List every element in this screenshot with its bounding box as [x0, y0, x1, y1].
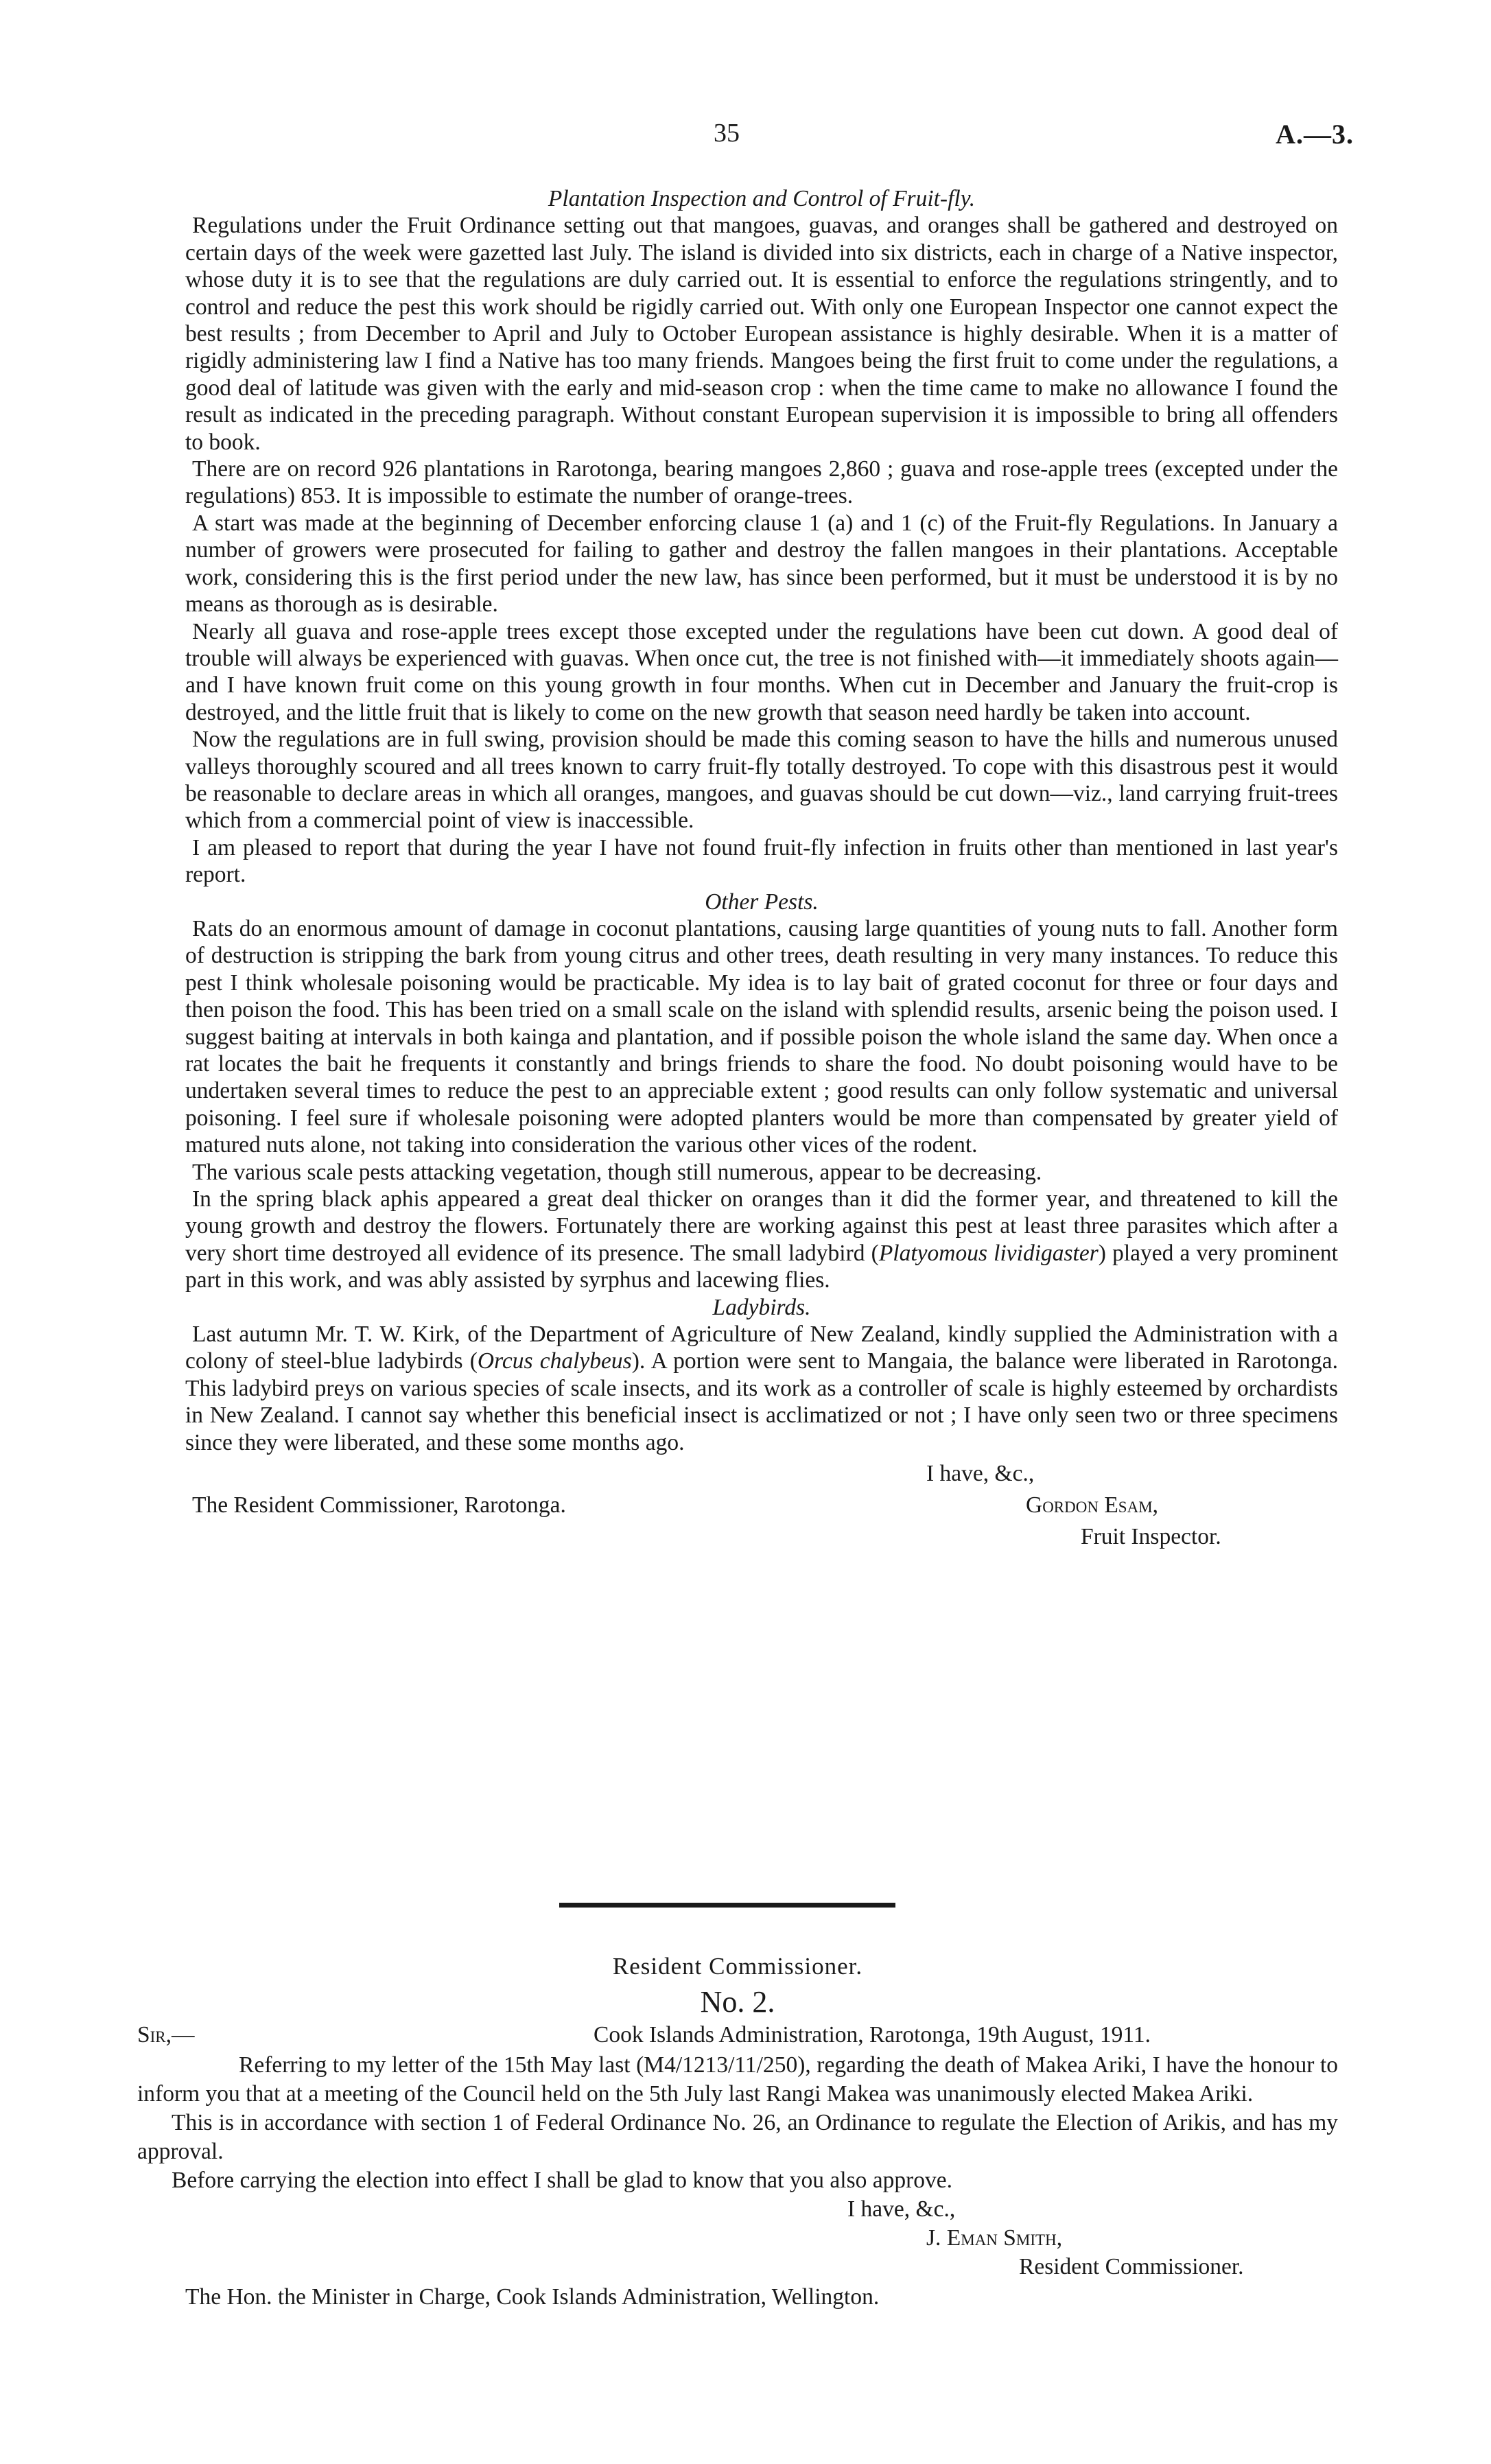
paragraph: This is in accordance with section 1 of Federal Ordinance No. 26, an Ordinance to regulate the Election of Arikis, and has my approval.: [137, 2110, 1338, 2164]
paragraph: Nearly all guava and rose-apple trees except those excepted under the regulations have been cut down. A good deal of trouble will always be experienced with guavas. When once cut, the tree is not finished with—it immediately shoots again—and I have known fruit come on this young growth in four months. When cut in December and January the fruit-crop is destroyed, and the little fruit that is likely to come on the new growth that season need hardly be taken into account.: [185, 618, 1338, 725]
dateline: Cook Islands Administration, Rarotonga, 19th August, 1911.: [594, 2022, 1151, 2048]
page-number: 35: [714, 119, 740, 148]
closing-block: [185, 1456, 1338, 1569]
signature-block: [137, 2195, 1338, 2312]
document-reference: A.—3.: [1276, 119, 1354, 150]
paragraph-ladybirds: [185, 1321, 1338, 1456]
letter-number: No. 2.: [700, 1985, 775, 2019]
salutation: Sir,—: [137, 2022, 195, 2048]
page-header: [0, 118, 1491, 159]
ladybirds-text-before: Last autumn Mr. T. W. Kirk, of the Department of Agriculture of New Zealand, kindly supplied the Administration with a colony of steel-blue ladybirds (: [185, 1322, 1338, 1374]
closing-i-have: I have, &c.,: [926, 1461, 1035, 1487]
closing-i-have: I have, &c.,: [847, 2196, 956, 2222]
paragraph: A start was made at the beginning of December enforcing clause 1 (a) and 1 (c) of the Fruit-fly Regulations. In January a number of growers were prosecuted for failing to gather and destroy the fallen mangoes in their plantations. Acceptable work, considering this is the first period under the new law, has since been performed, but it must be understood it is by no means as thorough as is desirable.: [185, 510, 1338, 618]
species-name: Orcus chalybeus: [477, 1348, 632, 1374]
signatory-name: J. Eman Smith,: [926, 2225, 1063, 2251]
signatory-title: Fruit Inspector.: [1081, 1524, 1221, 1550]
aphis-text-before: In the spring black aphis appeared a great deal thicker on oranges than it did the former year, and threatened to kill the young growth and destroy the flowers. Fortunately there are working against this pest at least three parasites which after a very short time destroyed all evidence of its presence. The small ladybird (: [185, 1186, 1338, 1266]
section-heading-other-pests: Other Pests.: [705, 889, 819, 915]
paragraph: Now the regulations are in full swing, provision should be made this coming season to have the hills and numerous unused valleys thoroughly scoured and all trees known to carry fruit-fly totally destroyed. To cope with this disastrous pest it would be reasonable to declare areas in which all oranges, mangoes, and guavas should be cut down—viz., land carrying fruit-trees which from a commercial point of view is inaccessible.: [185, 727, 1338, 834]
election-letter: [137, 1952, 1338, 2312]
paragraph: The various scale pests attacking vegetation, though still numerous, appear to be decreasing.: [192, 1159, 1042, 1185]
addressee: The Resident Commissioner, Rarotonga.: [192, 1492, 566, 1518]
paragraph: There are on record 926 plantations in Rarotonga, bearing mangoes 2,860 ; guava and rose-apple trees (excepted under the regulations) 853. It is impossible to estimate the number of orange-trees.: [185, 456, 1338, 509]
paragraph: Regulations under the Fruit Ordinance setting out that mangoes, guavas, and oranges shall be gathered and destroyed on certain days of the week were gazetted last July. The island is divided into six districts, each in charge of a Native inspector, whose duty it is to see that the regulations are duly carried out. It is essential to enforce the regulations stringently, and to control and reduce the pest this work should be rigidly carried out. With only one European Inspector one cannot expect the best results ; from December to April and July to October European assistance is highly desirable. When it is a matter of rigidly administering law I find a Native has too many friends. Mangoes being the first fruit to come under the regulations, a good deal of latitude was given with the early and mid-season crop : when the time came to make no allowance I found the result as indicated in the preceding paragraph. Without constant European supervision it is impossible to bring all offenders to book.: [185, 213, 1338, 455]
signatory-name: Gordon Esam,: [1026, 1492, 1159, 1518]
section-heading-fruit-fly: Plantation Inspection and Control of Fruit-fly.: [548, 186, 976, 211]
salutation-row: [137, 2021, 1338, 2051]
report-body: [185, 185, 1338, 1569]
ladybirds-text-after: ). A portion were sent to Mangaia, the balance were liberated in Rarotonga. This ladybird preys on various species of scale insects, and its work as a controller of scale is highly esteemed by orchardists in New Zealand. I cannot say whether this beneficial insect is acclimatized or not ; I have only seen two or three specimens since they were liberated, and these some months ago.: [185, 1348, 1339, 1455]
signatory-title: Resident Commissioner.: [1019, 2254, 1244, 2279]
paragraph-aphis: [185, 1186, 1338, 1294]
aphis-text-after: ) played a very prominent part in this work, and was ably assisted by syrphus and lacewing flies.: [185, 1240, 1338, 1293]
section-divider: [559, 1903, 895, 1908]
paragraph: I am pleased to report that during the year I have not found fruit-fly infection in fruits other than mentioned in last year's report.: [185, 834, 1338, 888]
paragraph: Before carrying the election into effect I shall be glad to know that you also approve.: [172, 2168, 953, 2193]
paragraph: Rats do an enormous amount of damage in coconut plantations, causing large quantities of young nuts to fall. Another form of destruction is stripping the bark from young citrus and other trees, death resulting in very many instances. To reduce this pest I think wholesale poisoning would be practicable. My idea is to lay bait of grated coconut for three or four days and then poison the food. This has been tried on a small scale on the island with splendid results, arsenic being the poison used. I suggest baiting at intervals in both kainga and plantation, and if possible poison the whole island the same day. When once a rat locates the bait he frequents it constantly and brings friends to share the food. No doubt poisoning would have to be undertaken several times to reduce the pest to an appreciable extent ; good results can only follow systematic and universal poisoning. I feel sure if wholesale poisoning were adopted planters would be more than compensated by greater yield of matured nuts alone, not taking into consideration the various other vices of the rodent.: [185, 915, 1338, 1158]
addressee: The Hon. the Minister in Charge, Cook Islands Administration, Wellington.: [185, 2284, 880, 2310]
paragraph: Referring to my letter of the 15th May last (M4/1213/11/250), regarding the death of Makea Ariki, I have the honour to inform you that at a meeting of the Council held on the 5th July last Rangi Makea was unanimously elected Makea Ariki.: [137, 2052, 1338, 2107]
section-heading-ladybirds: Ladybirds.: [712, 1294, 811, 1320]
letter-title: Resident Commissioner.: [612, 1953, 863, 1980]
species-name: Platyomous lividigaster: [878, 1240, 1099, 1266]
